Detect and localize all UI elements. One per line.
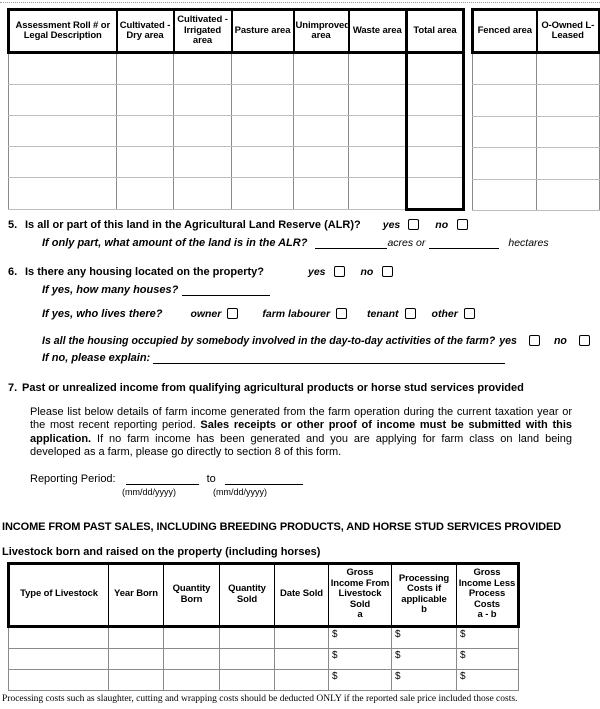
question-5-text: Is all or part of this land in the Agricultural Land Reserve (ALR)? xyxy=(25,219,361,231)
ls-header-qty-born: Quantity Born xyxy=(164,563,220,626)
land-tables-section xyxy=(7,8,600,211)
q6-occupied-text: Is all the housing occupied by somebody involved in the day-to-day activities of the farm? xyxy=(42,335,496,347)
blank-how-many-houses[interactable] xyxy=(182,283,270,296)
land-header-total: Total area xyxy=(407,10,464,53)
fenced-cell[interactable] xyxy=(473,85,537,116)
land-cell[interactable] xyxy=(9,116,117,147)
land-cell[interactable] xyxy=(117,85,174,116)
land-header-unimproved: Unimproved area xyxy=(294,10,349,53)
ls-header-year-born: Year Born xyxy=(109,563,164,626)
land-cell-total[interactable] xyxy=(407,53,464,85)
ls-cell[interactable] xyxy=(220,669,275,690)
reporting-to-label: to xyxy=(206,472,216,485)
land-table-row xyxy=(9,85,464,116)
land-cell[interactable] xyxy=(117,178,174,210)
livestock-subheading: Livestock born and raised on the property (including horses) xyxy=(2,545,321,558)
q6-who-text: If yes, who lives there? xyxy=(42,308,163,320)
land-cell[interactable] xyxy=(349,147,407,178)
land-table-row xyxy=(9,116,464,147)
fenced-ownership-table xyxy=(471,8,600,211)
ls-cell[interactable] xyxy=(220,648,275,669)
ls-cell-dollar[interactable]: $ xyxy=(329,669,392,690)
land-header-assessment: Assessment Roll # or Legal Description xyxy=(9,10,117,53)
land-cell[interactable] xyxy=(232,85,294,116)
checkbox-tenant[interactable] xyxy=(405,308,416,319)
para-bold-text: Sales receipts or other proof of income must be submitted with this application. xyxy=(30,419,572,445)
ls-cell[interactable] xyxy=(275,626,329,648)
ls-cell-dollar[interactable]: $ xyxy=(392,669,457,690)
owned-leased-cell[interactable] xyxy=(537,53,600,85)
fenced-cell[interactable] xyxy=(473,53,537,85)
question-6-occupied xyxy=(42,335,600,347)
checkbox-alr-yes[interactable] xyxy=(408,219,419,230)
ls-cell[interactable] xyxy=(9,648,109,669)
land-cell-total[interactable] xyxy=(407,178,464,210)
land-cell[interactable] xyxy=(232,53,294,85)
blank-reporting-end[interactable] xyxy=(225,472,303,485)
date-format-start: (mm/dd/yyyy) xyxy=(122,486,176,497)
land-cell[interactable] xyxy=(349,85,407,116)
side-table-row xyxy=(473,53,600,85)
land-cell[interactable] xyxy=(294,53,349,85)
land-cell[interactable] xyxy=(294,178,349,210)
question-6-text: Is there any housing located on the property? xyxy=(25,266,264,278)
ls-header-type: Type of Livestock xyxy=(9,563,109,626)
ls-cell-dollar[interactable]: $ xyxy=(457,669,519,690)
land-cell[interactable] xyxy=(117,147,174,178)
side-table-row xyxy=(473,116,600,147)
land-use-table xyxy=(7,8,465,211)
ls-cell-dollar[interactable]: $ xyxy=(457,648,519,669)
land-header-owned-leased: O-Owned L- Leased xyxy=(537,10,600,53)
fenced-cell[interactable] xyxy=(473,116,537,147)
land-cell[interactable] xyxy=(294,85,349,116)
land-table-row xyxy=(9,53,464,85)
q5-no-label: no xyxy=(435,219,449,231)
land-cell[interactable] xyxy=(294,147,349,178)
fenced-cell[interactable] xyxy=(473,148,537,179)
land-cell[interactable] xyxy=(349,178,407,210)
land-header-fenced: Fenced area xyxy=(473,10,537,53)
livestock-row xyxy=(9,648,519,669)
land-header-cultivated-dry: Cultivated - Dry area xyxy=(117,10,174,53)
question-6-explain xyxy=(42,351,505,364)
date-format-hints xyxy=(30,487,600,497)
ls-cell[interactable] xyxy=(275,669,329,690)
question-5 xyxy=(8,219,600,231)
para-text-1: Please list below details of farm income generated from the farm operation during the current taxation year or the most recent reporting period. xyxy=(30,406,572,432)
land-cell[interactable] xyxy=(117,53,174,85)
q6-occ-no-label: no xyxy=(553,335,567,347)
ls-header-qty-sold: Quantity Sold xyxy=(220,563,275,626)
land-cell-total[interactable] xyxy=(407,147,464,178)
blank-explain[interactable] xyxy=(153,351,505,364)
who-tenant-label: tenant xyxy=(367,308,399,320)
side-table-row xyxy=(473,179,600,210)
who-other-label: other xyxy=(431,308,458,320)
ls-cell-dollar[interactable]: $ xyxy=(329,626,392,648)
land-cell[interactable] xyxy=(174,178,232,210)
land-cell[interactable] xyxy=(174,116,232,147)
processing-costs-note: Processing costs such as slaughter, cutting and wrapping costs should be deducted ONLY if the reported sale price included those costs. xyxy=(2,693,518,704)
livestock-row xyxy=(9,626,519,648)
land-table-row xyxy=(9,147,464,178)
question-6-houses xyxy=(42,283,600,296)
ls-cell[interactable] xyxy=(164,648,220,669)
land-cell[interactable] xyxy=(9,53,117,85)
ls-cell[interactable] xyxy=(109,648,164,669)
ls-cell-dollar[interactable]: $ xyxy=(392,648,457,669)
q6-explain-text: If no, please explain: xyxy=(42,352,151,364)
checkbox-owner[interactable] xyxy=(227,308,238,319)
land-cell[interactable] xyxy=(232,116,294,147)
owned-leased-cell[interactable] xyxy=(537,179,600,210)
q6-occ-yes-label: yes xyxy=(499,335,517,347)
who-farm-labourer-label: farm labourer xyxy=(262,308,331,320)
ls-header-processing-costs: Processing Costs if applicable b xyxy=(392,563,457,626)
income-section-heading: INCOME FROM PAST SALES, INCLUDING BREEDING PRODUCTS, AND HORSE STUD SERVICES PROVIDED xyxy=(2,520,562,533)
side-table-row xyxy=(473,148,600,179)
livestock-table xyxy=(7,562,520,691)
who-owner-label: owner xyxy=(190,308,222,320)
ls-cell[interactable] xyxy=(164,669,220,690)
owned-leased-cell[interactable] xyxy=(537,148,600,179)
question-6-who xyxy=(42,308,600,320)
para-text-2: If no farm income has been generated and you are applying for farm class on land being developed as a farm, please go directly to section 8 of this form. xyxy=(30,432,572,459)
ls-cell[interactable] xyxy=(109,626,164,648)
blank-reporting-start[interactable] xyxy=(126,472,199,485)
owned-leased-cell[interactable] xyxy=(537,85,600,116)
land-cell[interactable] xyxy=(232,147,294,178)
question-6 xyxy=(8,266,600,278)
ls-cell[interactable] xyxy=(9,626,109,648)
ls-cell[interactable] xyxy=(220,626,275,648)
reporting-period-label: Reporting Period: xyxy=(30,472,116,485)
q5-acres-label: acres or xyxy=(387,237,426,249)
land-cell[interactable] xyxy=(9,147,117,178)
land-cell-total[interactable] xyxy=(407,85,464,116)
fenced-cell[interactable] xyxy=(473,179,537,210)
land-cell[interactable] xyxy=(174,53,232,85)
land-cell[interactable] xyxy=(174,85,232,116)
reporting-period-line xyxy=(30,472,600,485)
land-header-cultivated-irrigated: Cultivated - Irrigated area xyxy=(174,10,232,53)
land-cell[interactable] xyxy=(9,85,117,116)
question-6-number: 6. xyxy=(8,266,18,278)
ls-cell[interactable] xyxy=(109,669,164,690)
ls-cell-dollar[interactable]: $ xyxy=(329,648,392,669)
q5-hectares-label: hectares xyxy=(508,237,549,249)
q6-no-label: no xyxy=(360,266,374,278)
checkbox-other[interactable] xyxy=(464,308,475,319)
checkbox-farm-labourer[interactable] xyxy=(336,308,347,319)
land-header-waste: Waste area xyxy=(349,10,407,53)
ls-cell[interactable] xyxy=(275,648,329,669)
question-7-heading xyxy=(8,382,600,394)
land-table-row xyxy=(9,178,464,210)
land-cell-total[interactable] xyxy=(407,116,464,147)
question-7-paragraph xyxy=(30,406,572,460)
q5-yes-label: yes xyxy=(382,219,401,231)
land-cell[interactable] xyxy=(9,178,117,210)
land-cell[interactable] xyxy=(349,116,407,147)
side-table-row xyxy=(473,85,600,116)
checkbox-alr-no[interactable] xyxy=(457,219,468,230)
question-5-sub xyxy=(42,236,600,249)
land-cell[interactable] xyxy=(294,116,349,147)
checkbox-occupied-no[interactable] xyxy=(579,335,590,346)
checkbox-occupied-yes[interactable] xyxy=(529,335,540,346)
ls-header-gross-less-costs: Gross Income Less Process Costs a - b xyxy=(457,563,519,626)
question-5-number: 5. xyxy=(8,219,18,231)
land-cell[interactable] xyxy=(117,116,174,147)
q6-yes-label: yes xyxy=(307,266,326,278)
blank-alr-hectares[interactable] xyxy=(429,236,499,249)
question-7-text: Past or unrealized income from qualifying agricultural products or horse stud services provided xyxy=(22,382,524,394)
land-cell[interactable] xyxy=(349,53,407,85)
ls-cell-dollar[interactable]: $ xyxy=(457,626,519,648)
blank-alr-acres[interactable] xyxy=(315,236,387,249)
q6-houses-text: If yes, how many houses? xyxy=(42,284,179,296)
checkbox-housing-yes[interactable] xyxy=(334,266,345,277)
ls-cell[interactable] xyxy=(164,626,220,648)
q5-sub-text: If only part, what amount of the land is in the ALR? xyxy=(42,237,308,249)
land-header-pasture: Pasture area xyxy=(232,10,294,53)
land-cell[interactable] xyxy=(232,178,294,210)
ls-cell[interactable] xyxy=(9,669,109,690)
owned-leased-cell[interactable] xyxy=(537,116,600,147)
page-top-rule xyxy=(0,2,600,3)
livestock-row xyxy=(9,669,519,690)
question-7-number: 7. xyxy=(8,382,18,394)
checkbox-housing-no[interactable] xyxy=(382,266,393,277)
date-format-end: (mm/dd/yyyy) xyxy=(213,486,267,497)
land-cell[interactable] xyxy=(174,147,232,178)
ls-header-gross-income: Gross Income From Livestock Sold a xyxy=(329,563,392,626)
ls-header-date-sold: Date Sold xyxy=(275,563,329,626)
ls-cell-dollar[interactable]: $ xyxy=(392,626,457,648)
